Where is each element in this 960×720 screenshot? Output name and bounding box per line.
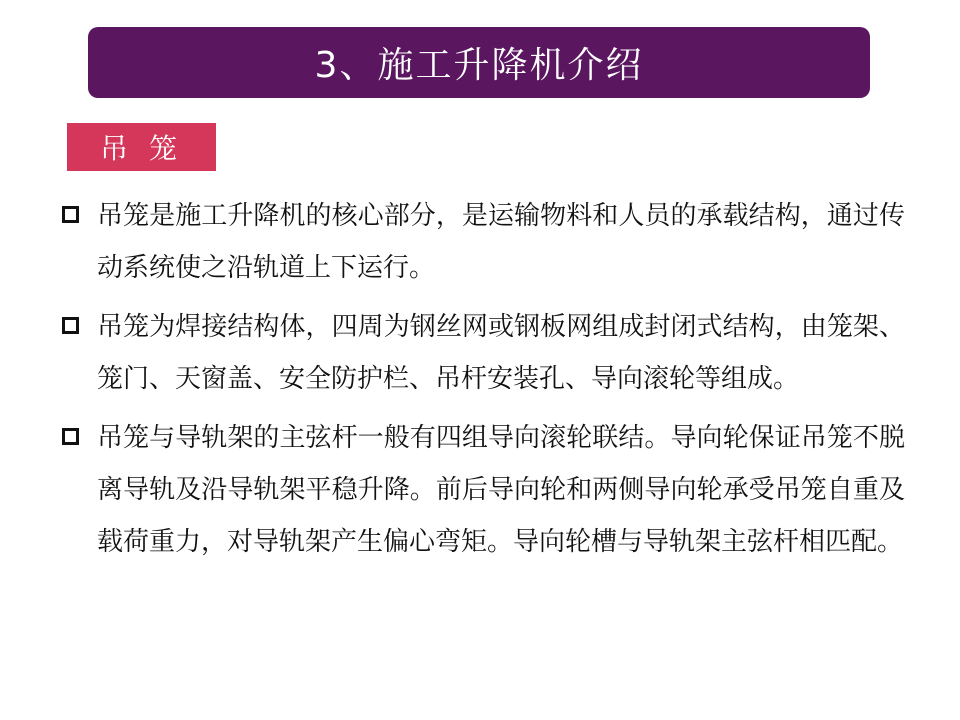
page-title: 3、施工升降机介绍 bbox=[314, 45, 644, 86]
section-label: 吊 笼 bbox=[100, 132, 183, 165]
bullet-item bbox=[62, 301, 912, 405]
bullet-text: 吊笼是施工升降机的核心部分，是运输物料和人员的承载结构，通过传动系统使之沿轨道上下运行。 bbox=[97, 201, 905, 283]
square-bullet-icon bbox=[62, 317, 79, 334]
square-bullet-icon bbox=[62, 206, 79, 223]
bullet-text: 吊笼与导轨架的主弦杆一般有四组导向滚轮联结。导向轮保证吊笼不脱离导轨及沿导轨架平稳升降。前后导向轮和两侧导向轮承受吊笼自重及载荷重力，对导轨架产生偏心弯矩。导向轮槽与导轨架主弦杆相匹配。 bbox=[97, 423, 905, 557]
square-bullet-icon bbox=[62, 428, 79, 445]
bullet-item bbox=[62, 412, 912, 568]
section-badge bbox=[67, 123, 216, 171]
bullet-list bbox=[62, 190, 912, 575]
bullet-text: 吊笼为焊接结构体，四周为钢丝网或钢板网组成封闭式结构，由笼架、笼门、天窗盖、安全防护栏、吊杆安装孔、导向滚轮等组成。 bbox=[97, 312, 905, 394]
bullet-item bbox=[62, 190, 912, 294]
title-banner bbox=[88, 27, 870, 98]
